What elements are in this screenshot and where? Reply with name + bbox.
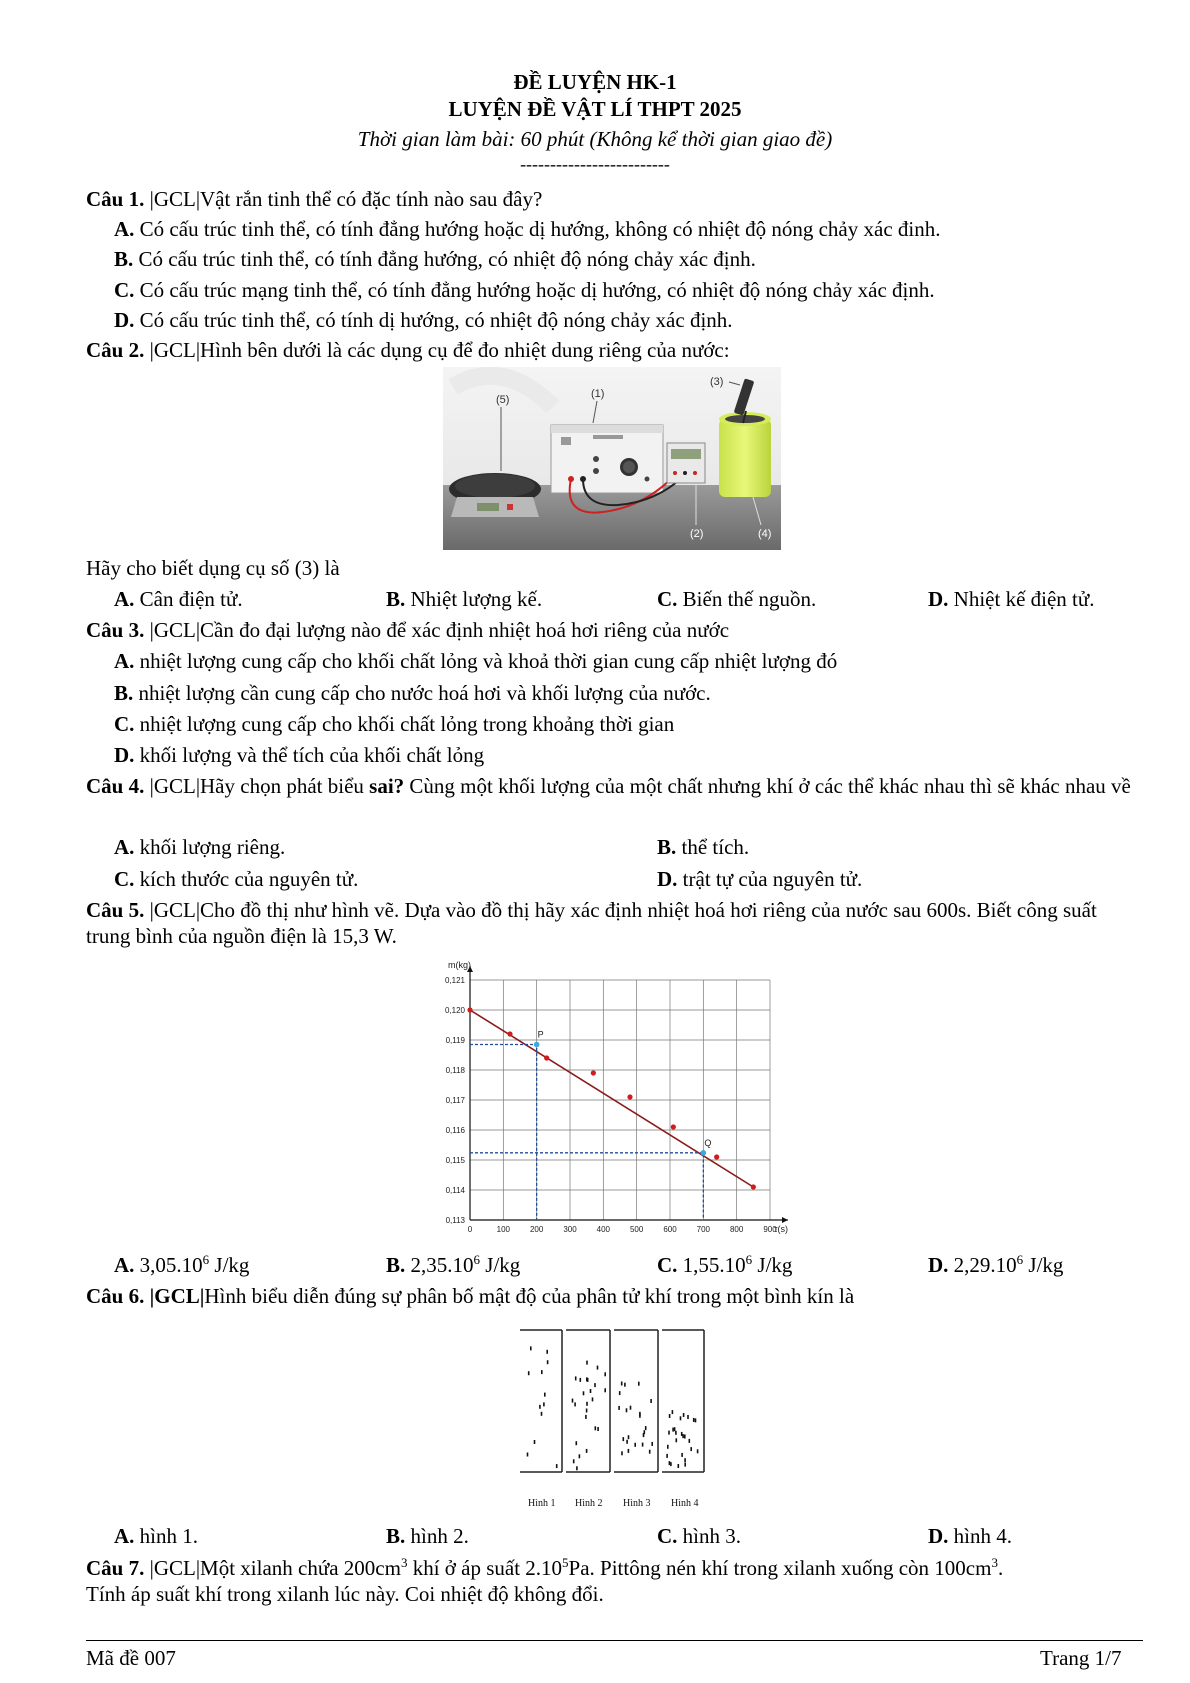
data-point bbox=[591, 1070, 596, 1075]
gas-molecule bbox=[684, 1435, 686, 1439]
gas-molecule bbox=[668, 1431, 670, 1435]
q5-option-a[interactable]: A. 3,05.10$^6$ J/kg bbox=[114, 1252, 250, 1277]
q4-option-d[interactable]: D. trật tự của nguyên tử. bbox=[657, 867, 863, 891]
gas-molecule bbox=[693, 1418, 695, 1422]
label-3: (3) bbox=[710, 376, 724, 388]
y-tick-label: 0,116 bbox=[445, 1126, 465, 1135]
mass-time-chart bbox=[430, 960, 790, 1245]
q2-option-c[interactable]: C. Biến thế nguồn. bbox=[657, 587, 817, 611]
gas-molecule bbox=[644, 1430, 646, 1434]
x-tick-label: 700 bbox=[696, 1225, 711, 1234]
hinh-4-label: Hình 4 bbox=[671, 1498, 699, 1509]
gas-molecule bbox=[556, 1464, 558, 1468]
question-1: Câu 1. |GCL|Vật rắn tinh thể có đặc tính nào sau đây? bbox=[86, 187, 543, 211]
x-tick-label: 400 bbox=[596, 1225, 611, 1234]
gas-molecule bbox=[666, 1454, 668, 1458]
x-tick-label: 100 bbox=[496, 1225, 511, 1234]
gas-molecule bbox=[634, 1443, 636, 1447]
x-axis-label: τ(s) bbox=[774, 1224, 789, 1234]
gas-molecule bbox=[585, 1415, 587, 1419]
gas-molecule bbox=[547, 1360, 549, 1364]
gas-molecule bbox=[624, 1383, 626, 1387]
gas-density-figure bbox=[518, 1320, 713, 1512]
gas-molecule bbox=[587, 1378, 589, 1382]
q4-option-b[interactable]: B. thể tích. bbox=[657, 835, 750, 859]
gas-molecule bbox=[672, 1410, 674, 1414]
q1-option-a[interactable]: A. Có cấu trúc tinh thể, có tính đẳng hướng hoặc dị hướng, không có nhiệt độ nóng chảy xác đinh. bbox=[114, 217, 941, 241]
gas-molecule bbox=[621, 1451, 623, 1455]
gas-molecule bbox=[586, 1449, 588, 1453]
gas-molecule bbox=[604, 1372, 606, 1376]
gas-molecule bbox=[592, 1397, 594, 1401]
question-3: Câu 3. |GCL|Cần đo đại lượng nào để xác định nhiệt hoá hơi riêng của nước bbox=[86, 618, 730, 642]
header-separator: ------------------------- bbox=[520, 154, 670, 174]
gas-molecule bbox=[541, 1412, 543, 1416]
exam-duration: Thời gian làm bài: 60 phút (Không kể thời gian giao đề) bbox=[357, 127, 833, 151]
gas-molecule bbox=[586, 1361, 588, 1365]
gas-molecule bbox=[619, 1391, 621, 1395]
y-tick-label: 0,119 bbox=[445, 1036, 465, 1045]
y-axis-label: m(kg) bbox=[448, 960, 471, 970]
gas-molecule bbox=[675, 1431, 677, 1435]
y-tick-label: 0,117 bbox=[445, 1096, 465, 1105]
label-1: (1) bbox=[591, 388, 605, 400]
x-tick-label: 900 bbox=[763, 1225, 777, 1234]
gas-molecule bbox=[670, 1462, 672, 1466]
x-axis-arrow bbox=[782, 1217, 788, 1223]
x-tick-label: 200 bbox=[529, 1225, 544, 1234]
gas-molecule bbox=[630, 1406, 632, 1410]
q4-option-c[interactable]: C. kích thước của nguyên tử. bbox=[114, 867, 359, 891]
gas-molecule bbox=[626, 1408, 628, 1412]
exam-subject: LUYỆN ĐỀ VẬT LÍ THPT 2025 bbox=[448, 97, 742, 121]
gas-molecule bbox=[597, 1427, 599, 1431]
gas-molecule bbox=[527, 1453, 529, 1457]
q2-option-a[interactable]: A. Cân điện tử. bbox=[114, 587, 243, 611]
data-point bbox=[671, 1124, 676, 1129]
gas-molecule bbox=[684, 1463, 686, 1467]
data-point bbox=[627, 1094, 632, 1099]
gas-molecule bbox=[690, 1447, 692, 1451]
gas-molecule bbox=[639, 1414, 641, 1418]
annotation-p: P bbox=[537, 1029, 544, 1040]
question-7: Câu 7. |GCL|Một xilanh chứa $200cm^3$ khí ở áp suất 2.10$^5$Pa. Pittông nén khí trong xilanh xuống còn $100cm^3$. bbox=[86, 1555, 1004, 1580]
data-point bbox=[544, 1055, 549, 1060]
exam-code: Mã đề 007 bbox=[86, 1646, 176, 1670]
projection-q bbox=[470, 1153, 703, 1220]
gas-molecule bbox=[575, 1376, 577, 1380]
data-point bbox=[751, 1184, 756, 1189]
gas-molecule bbox=[580, 1378, 582, 1382]
gas-molecule bbox=[628, 1449, 630, 1453]
gas-molecule bbox=[678, 1464, 680, 1468]
data-point bbox=[507, 1031, 512, 1036]
gas-molecule bbox=[576, 1441, 578, 1445]
gas-molecule bbox=[682, 1434, 684, 1438]
gas-molecule bbox=[543, 1402, 545, 1406]
question-5: Câu 5. |GCL|Cho đồ thị như hình vẽ. Dựa vào đồ thị hãy xác định nhiệt hoá hơi riêng của nước sau 600s. Biết công suất trung bình của nguồn điện là 15,3 W. bbox=[86, 898, 1097, 948]
q2-option-b[interactable]: B. Nhiệt lượng kế. bbox=[386, 587, 543, 611]
page-number: Trang 1/7 bbox=[1040, 1646, 1122, 1670]
gas-molecule bbox=[684, 1458, 686, 1462]
gas-molecule bbox=[689, 1439, 691, 1443]
y-tick-label: 0,120 bbox=[444, 1006, 465, 1015]
label-5: (5) bbox=[496, 394, 510, 406]
gas-molecule bbox=[687, 1415, 689, 1419]
gas-molecule bbox=[672, 1428, 674, 1432]
y-tick-label: 0,114 bbox=[445, 1186, 465, 1195]
gas-molecule bbox=[650, 1399, 652, 1403]
exam-title: ĐỀ LUYỆN HK-1 bbox=[513, 70, 677, 94]
q3-option-b[interactable]: B. nhiệt lượng cần cung cấp cho nước hoá hơi và khối lượng của nước. bbox=[114, 681, 711, 705]
x-tick-label: 800 bbox=[729, 1225, 744, 1234]
x-tick-label: 600 bbox=[663, 1225, 677, 1234]
gas-molecule bbox=[642, 1443, 644, 1447]
gas-molecule bbox=[586, 1402, 588, 1406]
hinh-1-label: Hình 1 bbox=[528, 1498, 556, 1509]
question-4: Câu 4. |GCL|Hãy chọn phát biểu sai? Cùng một khối lượng của một chất nhưng khí ở các thể khác nhau thì sẽ khác nhau về bbox=[86, 774, 1131, 798]
footer-divider bbox=[86, 1640, 1143, 1641]
q5-option-c[interactable]: C. 1,55.10$^6$ J/kg bbox=[657, 1252, 793, 1277]
point-p bbox=[534, 1042, 540, 1048]
q2-option-d[interactable]: D. Nhiệt kế điện tử. bbox=[928, 587, 1095, 611]
gas-molecule bbox=[583, 1391, 585, 1395]
gas-molecule bbox=[697, 1449, 699, 1453]
annotation-q: Q bbox=[704, 1137, 712, 1148]
gas-molecule bbox=[667, 1445, 669, 1449]
lab-equipment-figure bbox=[443, 367, 781, 550]
gas-molecule bbox=[572, 1399, 574, 1403]
question-2: Câu 2. |GCL|Hình bên dưới là các dụng cụ để đo nhiệt dung riêng của nước: bbox=[86, 338, 730, 362]
question-7-line-2: Tính áp suất khí trong xilanh lúc này. Coi nhiệt độ không đổi. bbox=[86, 1582, 604, 1606]
point-q bbox=[701, 1150, 707, 1156]
gas-molecule bbox=[623, 1437, 625, 1441]
label-4: (4) bbox=[758, 528, 772, 540]
q1-option-c[interactable]: C. Có cấu trúc mạng tinh thể, có tính đẳng hướng hoặc dị hướng, có nhiệt độ nóng chảy xác định. bbox=[114, 278, 935, 302]
gas-molecule bbox=[681, 1453, 683, 1457]
x-tick-label: 500 bbox=[629, 1225, 644, 1234]
gas-molecule bbox=[573, 1459, 575, 1463]
gas-molecule bbox=[597, 1366, 599, 1370]
q5-option-d[interactable]: D. 2,29.10$^6$ J/kg bbox=[928, 1252, 1064, 1277]
gas-molecule bbox=[544, 1393, 546, 1397]
hinh-3-label: Hình 3 bbox=[623, 1498, 651, 1509]
gas-molecule bbox=[683, 1413, 685, 1417]
q3-option-d[interactable]: D. khối lượng và thể tích của khối chất lỏng bbox=[114, 743, 485, 767]
gas-molecule bbox=[628, 1435, 630, 1439]
gas-molecule bbox=[638, 1382, 640, 1386]
gas-molecule bbox=[546, 1350, 548, 1354]
q4-option-a[interactable]: A. khối lượng riêng. bbox=[114, 835, 286, 859]
gas-molecule bbox=[626, 1440, 628, 1444]
q5-option-b[interactable]: B. 2,35.10$^6$ J/kg bbox=[386, 1252, 521, 1277]
y-tick-label: 0,113 bbox=[445, 1216, 465, 1225]
gas-molecule bbox=[695, 1418, 697, 1422]
gas-molecule bbox=[674, 1427, 676, 1431]
gas-molecule bbox=[594, 1383, 596, 1387]
q6-option-c[interactable]: C. hình 3. bbox=[657, 1524, 742, 1548]
q6-option-d[interactable]: D. hình 4. bbox=[928, 1524, 1013, 1548]
fit-line bbox=[470, 1010, 753, 1187]
y-tick-label: 0,115 bbox=[445, 1156, 465, 1165]
gas-molecule bbox=[669, 1461, 671, 1465]
gas-molecule bbox=[651, 1442, 653, 1446]
q6-option-a[interactable]: A. hình 1. bbox=[114, 1524, 199, 1548]
gas-molecule bbox=[649, 1450, 651, 1454]
gas-molecule bbox=[645, 1426, 647, 1430]
gas-molecule bbox=[586, 1409, 588, 1413]
gas-molecule bbox=[669, 1414, 671, 1418]
q3-option-a[interactable]: A. nhiệt lượng cung cấp cho khối chất lỏng và khoả thời gian cung cấp nhiệt lượng đó bbox=[114, 649, 838, 673]
gas-molecule bbox=[681, 1432, 683, 1436]
data-point bbox=[467, 1007, 472, 1012]
gas-molecule bbox=[539, 1405, 541, 1409]
gas-molecule bbox=[604, 1388, 606, 1392]
y-tick-label: 0,121 bbox=[444, 976, 465, 985]
gas-molecule bbox=[676, 1438, 678, 1442]
question-6: Câu 6. |GCL|Hình biểu diễn đúng sự phân bố mật độ của phân tử khí trong một bình kín là bbox=[86, 1284, 855, 1308]
q1-option-b[interactable]: B. Có cấu trúc tinh thể, có tính đẳng hướng, có nhiệt độ nóng chảy xác định. bbox=[114, 247, 756, 271]
gas-molecule bbox=[618, 1406, 620, 1410]
q1-option-d[interactable]: D. Có cấu trúc tinh thể, có tính dị hướng, có nhiệt độ nóng chảy xác định. bbox=[114, 308, 733, 332]
y-tick-label: 0,118 bbox=[445, 1066, 465, 1075]
q3-option-c[interactable]: C. nhiệt lượng cung cấp cho khối chất lỏng trong khoảng thời gian bbox=[114, 712, 675, 736]
hinh-2-label: Hình 2 bbox=[575, 1498, 603, 1509]
q6-option-b[interactable]: B. hình 2. bbox=[386, 1524, 469, 1548]
gas-molecule bbox=[579, 1454, 581, 1458]
gas-molecule bbox=[576, 1466, 578, 1470]
label-2: (2) bbox=[690, 528, 704, 540]
gas-molecule bbox=[530, 1346, 532, 1350]
x-tick-label: 300 bbox=[563, 1225, 577, 1234]
gas-molecule bbox=[534, 1440, 536, 1444]
gas-molecule bbox=[680, 1416, 682, 1420]
gas-molecule bbox=[595, 1426, 597, 1430]
x-tick-label: 0 bbox=[467, 1225, 473, 1234]
data-point bbox=[714, 1154, 719, 1159]
gas-molecule bbox=[541, 1370, 543, 1374]
question-2-prompt: Hãy cho biết dụng cụ số (3) là bbox=[86, 556, 340, 580]
gas-molecule bbox=[590, 1389, 592, 1393]
gas-molecule bbox=[621, 1382, 623, 1386]
gas-molecule bbox=[528, 1371, 530, 1375]
gas-molecule bbox=[574, 1402, 576, 1406]
